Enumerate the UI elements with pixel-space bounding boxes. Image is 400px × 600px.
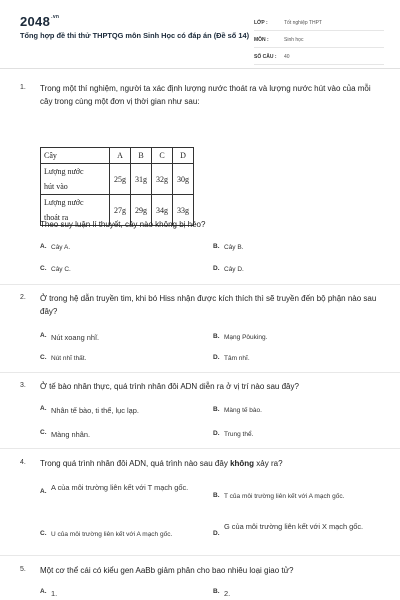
option-text: Cây D.: [224, 266, 244, 273]
option-text: G của môi trường liên kết với X mạch gốc.: [224, 522, 364, 531]
option-text: A của môi trường liên kết với T mạch gốc.: [51, 483, 189, 492]
row-label-line: Lượng nước: [44, 167, 84, 176]
question-number: 3.: [20, 382, 26, 389]
table-cell: 32g: [152, 164, 173, 195]
meta-class: [254, 16, 384, 31]
option-letter: B.: [213, 243, 220, 250]
table-cell: 30g: [173, 164, 194, 195]
logo-suffix: .vn: [51, 14, 60, 20]
question-divider: [0, 555, 400, 556]
option-text: 2.: [224, 589, 231, 598]
option-c[interactable]: [40, 265, 71, 274]
question-number: 1.: [20, 84, 26, 91]
meta-key: LỚP :: [254, 20, 268, 26]
option-letter: B.: [213, 492, 220, 499]
option-c[interactable]: [40, 429, 90, 440]
option-letter: C.: [40, 429, 47, 436]
question-text: Ở tế bào nhân thực, quá trình nhân đôi ADN diễn ra ở vị trí nào sau đây?: [40, 382, 299, 391]
question-followup: Theo suy luận lí thuyết, cây nào không bị héo?: [40, 220, 206, 229]
table-header-cell: D: [173, 148, 194, 164]
option-c[interactable]: [40, 354, 86, 363]
option-b[interactable]: [213, 243, 244, 252]
option-letter: D.: [213, 530, 220, 537]
document-title: Tổng hợp đề thi thử THPTQG môn Sinh Học có đáp án (Đề số 14): [20, 31, 250, 40]
table-header-row: [41, 148, 194, 164]
option-text: 1.: [51, 589, 58, 598]
option-d[interactable]: [213, 265, 244, 274]
option-text: Màng nhân.: [51, 430, 91, 439]
option-text: Cây B.: [224, 244, 244, 251]
data-table: [40, 147, 194, 226]
site-logo[interactable]: [20, 14, 59, 29]
option-letter: A.: [40, 488, 47, 495]
option-b[interactable]: [213, 333, 267, 342]
option-text: Cây A.: [51, 244, 71, 251]
question-text: Ở trong hệ dẫn truyền tim, khi bó Hiss nhận được kích thích thì sẽ truyền đến bộ phận nào sau đây?: [40, 294, 377, 316]
question-text-part: Trong quá trình nhân đôi ADN, quá trình nào sau đây: [40, 459, 231, 468]
table-header-cell: A: [110, 148, 131, 164]
question-divider: [0, 448, 400, 449]
option-text: Nút nhĩ thất.: [51, 355, 87, 362]
question-text: Trong một thí nghiệm, người ta xác định lượng nước thoát ra và lượng nước hút vào của mỗi cây trong cùng một đơn vị thời gian như sau:: [40, 84, 371, 106]
header-divider: [0, 68, 400, 69]
question-number: 2.: [20, 294, 26, 301]
option-letter: C.: [40, 530, 47, 537]
table-cell: 31g: [131, 164, 152, 195]
table-cell: 25g: [110, 164, 131, 195]
option-letter: D.: [213, 354, 220, 361]
table-header-cell: B: [131, 148, 152, 164]
meta-key: SỐ CÂU :: [254, 54, 277, 60]
question-text: Một cơ thể cái có kiểu gen AaBb giảm phân cho bao nhiêu loại giao tử?: [40, 566, 294, 575]
row-label-line: Lượng nước: [44, 198, 84, 207]
option-a[interactable]: [40, 243, 70, 252]
option-letter: D.: [213, 265, 220, 272]
option-letter: A.: [40, 588, 47, 595]
option-text: Nhân tế bào, ti thể, lục lạp.: [51, 406, 139, 415]
option-a[interactable]: [40, 482, 210, 495]
question-text-emphasis: không: [230, 459, 255, 468]
option-c[interactable]: [40, 530, 172, 539]
option-text: Nút xoang nhĩ.: [51, 333, 100, 342]
table-header-cell: Cây: [41, 148, 110, 164]
option-letter: B.: [213, 333, 220, 340]
question-number: 5.: [20, 566, 26, 573]
option-b[interactable]: [213, 406, 262, 415]
exam-meta: [254, 16, 384, 67]
option-letter: D.: [213, 430, 220, 437]
table-cell: 33g: [173, 195, 194, 226]
table-cell: 27g: [110, 195, 131, 226]
row-label-line: hút vào: [44, 182, 68, 191]
option-letter: A.: [40, 405, 47, 412]
option-text: Trung thể.: [224, 431, 254, 438]
question-number: 4.: [20, 459, 26, 466]
table-row: [41, 164, 194, 195]
option-d[interactable]: [213, 521, 383, 537]
question-divider: [0, 372, 400, 373]
header: [0, 0, 400, 64]
option-d[interactable]: [213, 430, 253, 439]
option-a[interactable]: [40, 332, 99, 343]
option-a[interactable]: [40, 405, 139, 416]
meta-count: [254, 50, 384, 65]
option-letter: A.: [40, 332, 47, 339]
question-text: [40, 457, 385, 470]
option-letter: B.: [213, 406, 220, 413]
option-text: T của môi trường liên kết với A mạch gốc.: [224, 493, 345, 500]
option-a[interactable]: [40, 588, 57, 599]
option-text: Cây C.: [51, 266, 71, 273]
table-header-cell: C: [152, 148, 173, 164]
meta-value: Sinh học: [284, 37, 304, 43]
meta-key: MÔN :: [254, 37, 269, 43]
option-text: Mạng Pôuking.: [224, 334, 268, 341]
option-letter: B.: [213, 588, 220, 595]
meta-value: 40: [284, 54, 290, 60]
question-divider: [0, 284, 400, 285]
option-letter: A.: [40, 243, 47, 250]
option-text: Màng tế bào.: [224, 407, 262, 414]
option-b[interactable]: [213, 492, 344, 501]
option-text: U của môi trường liên kết với A mạch gốc.: [51, 531, 173, 538]
meta-value: Tốt nghiệp THPT: [284, 20, 322, 26]
table-cell: 29g: [131, 195, 152, 226]
logo-text: 2048: [20, 14, 51, 29]
meta-subject: [254, 33, 384, 48]
table-row-label: [41, 164, 110, 195]
table-cell: 34g: [152, 195, 173, 226]
question-text-part: xảy ra?: [254, 459, 283, 468]
option-b[interactable]: [213, 588, 230, 599]
row-label-line: thoát ra: [44, 213, 69, 222]
option-letter: C.: [40, 354, 47, 361]
option-d[interactable]: [213, 354, 250, 363]
option-letter: C.: [40, 265, 47, 272]
option-text: Tâm nhĩ.: [224, 355, 250, 362]
